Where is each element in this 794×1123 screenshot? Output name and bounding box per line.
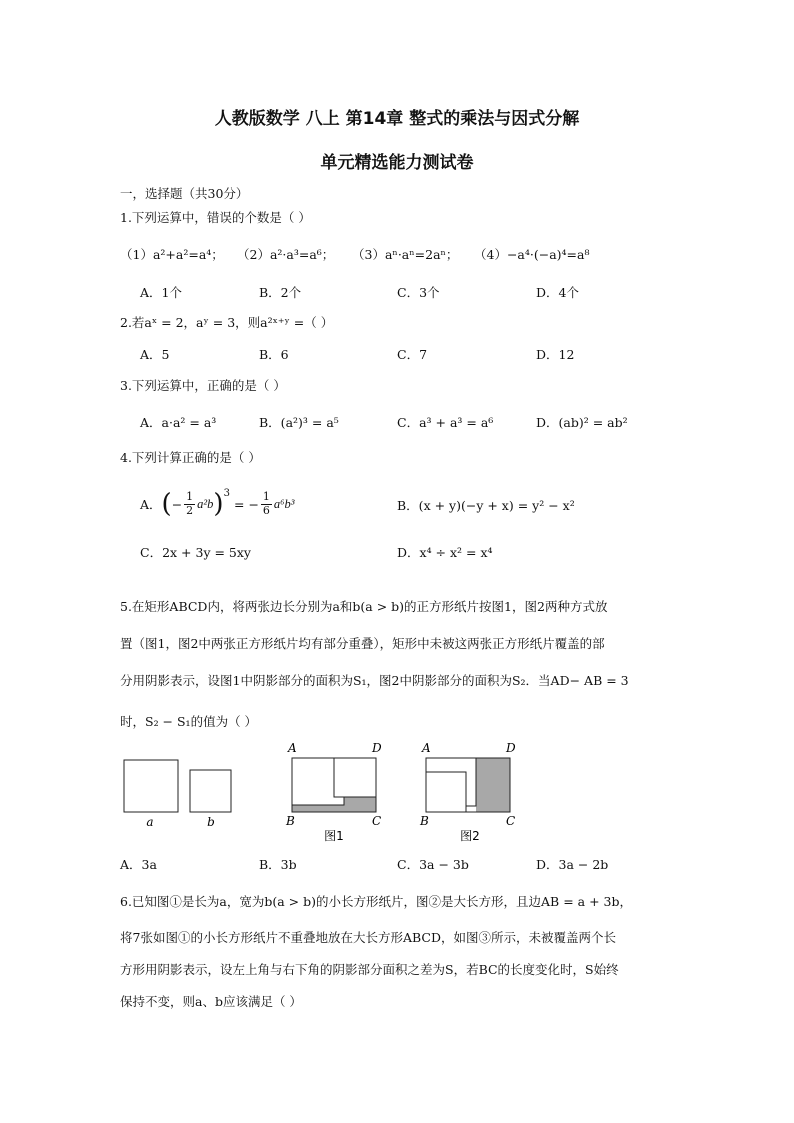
section-heading: 一，选择题（共30分）: [120, 186, 249, 201]
fig1-label-B: B: [286, 814, 295, 828]
fig1-shade-corner: [344, 797, 376, 812]
fig2-caption: 图2: [460, 829, 480, 843]
fraction-rhs-num: 1: [262, 489, 270, 503]
square-b: [190, 770, 231, 812]
q3-option-c[interactable]: C．a³ + a³ = a⁶: [397, 415, 494, 430]
fig2-label-D: D: [506, 741, 516, 755]
fraction-rhs: [261, 491, 272, 517]
q5-line-1: 5.在矩形ABCD内，将两张边长分别为a和b(a > b)的正方形纸片按图1，图2两种方式放: [120, 599, 608, 614]
fig2-label-A: A: [422, 741, 431, 755]
q6-line-3: 方形用阴影表示，设左上角与右下角的阴影部分面积之差为S，若BC的长度变化时，S始终: [120, 962, 619, 977]
q1-item-2: （2）a²·a³=a⁶；: [237, 247, 335, 262]
q6-line-1: 6.已知图①是长为a，宽为b(a > b)的小长方形纸片，图②是大长方形，且边AB = a + 3b，: [120, 894, 632, 909]
q2-option-b[interactable]: B．6: [259, 347, 289, 362]
rhs-variable: a⁶b³: [273, 496, 295, 511]
q5-option-b[interactable]: B．3b: [259, 857, 297, 872]
q1-option-d[interactable]: D．4个: [536, 285, 579, 300]
page-title: 人教版数学 八上 第14章 整式的乘法与因式分解: [214, 109, 580, 129]
square-a: [124, 760, 178, 812]
q5-option-c[interactable]: C．3a − 3b: [397, 857, 469, 872]
fig1-caption: 图1: [324, 829, 344, 843]
fig1-square-b: [334, 758, 376, 797]
q5-option-d[interactable]: D．3a − 2b: [536, 857, 609, 872]
fig1-label-C: C: [372, 814, 382, 828]
q5-line-3: 分用阴影表示，设图1中阴影部分的面积为S₁，图2中阴影部分的面积为S₂．当AD− AB = 3: [120, 673, 629, 688]
label-a: a: [146, 815, 154, 829]
q4-option-a-prefix: A．: [140, 497, 162, 512]
q3-option-a[interactable]: A．a·a² = a³: [140, 415, 217, 430]
q4-option-a[interactable]: [140, 484, 295, 524]
lhs-variable: a²b: [197, 496, 214, 511]
fig2-label-B: B: [420, 814, 429, 828]
q6-line-2: 将7张如图①的小长方形纸片不重叠地放在大长方形ABCD，如图③所示，未被覆盖两个长: [120, 930, 616, 945]
q1-option-b[interactable]: B．2个: [259, 285, 302, 300]
page-subtitle: 单元精选能力测试卷: [320, 153, 474, 173]
q4-option-c[interactable]: C．2x + 3y = 5xy: [140, 545, 251, 560]
q5-line-4: 时，S₂ − S₁的值为（ ）: [120, 714, 258, 729]
q1-stem: 1.下列运算中，错误的个数是（ ）: [120, 210, 311, 225]
label-b: b: [207, 815, 215, 829]
q4-option-d[interactable]: D．x⁴ ÷ x² = x⁴: [397, 545, 493, 560]
q2-option-d[interactable]: D．12: [536, 347, 575, 362]
fig1-label-D: D: [372, 741, 382, 755]
left-paren: (: [161, 489, 172, 519]
equals-sign: =: [233, 496, 245, 512]
fraction-lhs-num: 1: [186, 489, 194, 503]
q3-stem: 3.下列运算中，正确的是（ ）: [120, 378, 286, 393]
q2-option-c[interactable]: C．7: [397, 347, 428, 362]
q1-option-c[interactable]: C．3个: [397, 285, 440, 300]
q3-option-b[interactable]: B．(a²)³ = a⁵: [259, 415, 339, 430]
fig2-shade-right: [476, 758, 510, 812]
q3-option-d[interactable]: D．(ab)² = ab²: [536, 415, 628, 430]
fraction-lhs: [184, 491, 195, 517]
lhs-exponent: 3: [223, 488, 230, 499]
q4-stem: 4.下列计算正确的是（ ）: [120, 450, 261, 465]
q4-option-b[interactable]: B．(x + y)(−y + x) = y² − x²: [397, 498, 575, 513]
right-paren: ): [213, 489, 224, 519]
q6-line-4: 保持不变，则a、b应该满足（ ）: [120, 994, 302, 1009]
fig2-square-b: [426, 772, 466, 812]
q2-stem: 2.若aˣ = 2，aʸ = 3，则a²ˣ⁺ʸ =（ ）: [120, 315, 334, 330]
q1-item-1: （1）a²+a²=a⁴；: [120, 247, 224, 262]
q1-item-4: （4）−a⁴·(−a)⁴=a⁸: [474, 247, 590, 262]
fig1-label-A: A: [288, 741, 297, 755]
q5-figures: [110, 738, 530, 850]
fig2-label-C: C: [506, 814, 516, 828]
q2-option-a[interactable]: A．5: [140, 347, 170, 362]
fraction-rhs-den: 6: [262, 503, 270, 517]
q5-line-2: 置（图1，图2中两张正方形纸片均有部分重叠），矩形中未被这两张正方形纸片覆盖的部: [120, 636, 605, 651]
minus-sign-rhs: −: [248, 496, 259, 512]
minus-sign: −: [171, 496, 183, 512]
fraction-lhs-den: 2: [186, 503, 194, 517]
q5-option-a[interactable]: A．3a: [120, 857, 157, 872]
q1-item-3: （3）aⁿ·aⁿ=2aⁿ；: [352, 247, 459, 262]
q1-option-a[interactable]: A．1个: [140, 285, 182, 300]
